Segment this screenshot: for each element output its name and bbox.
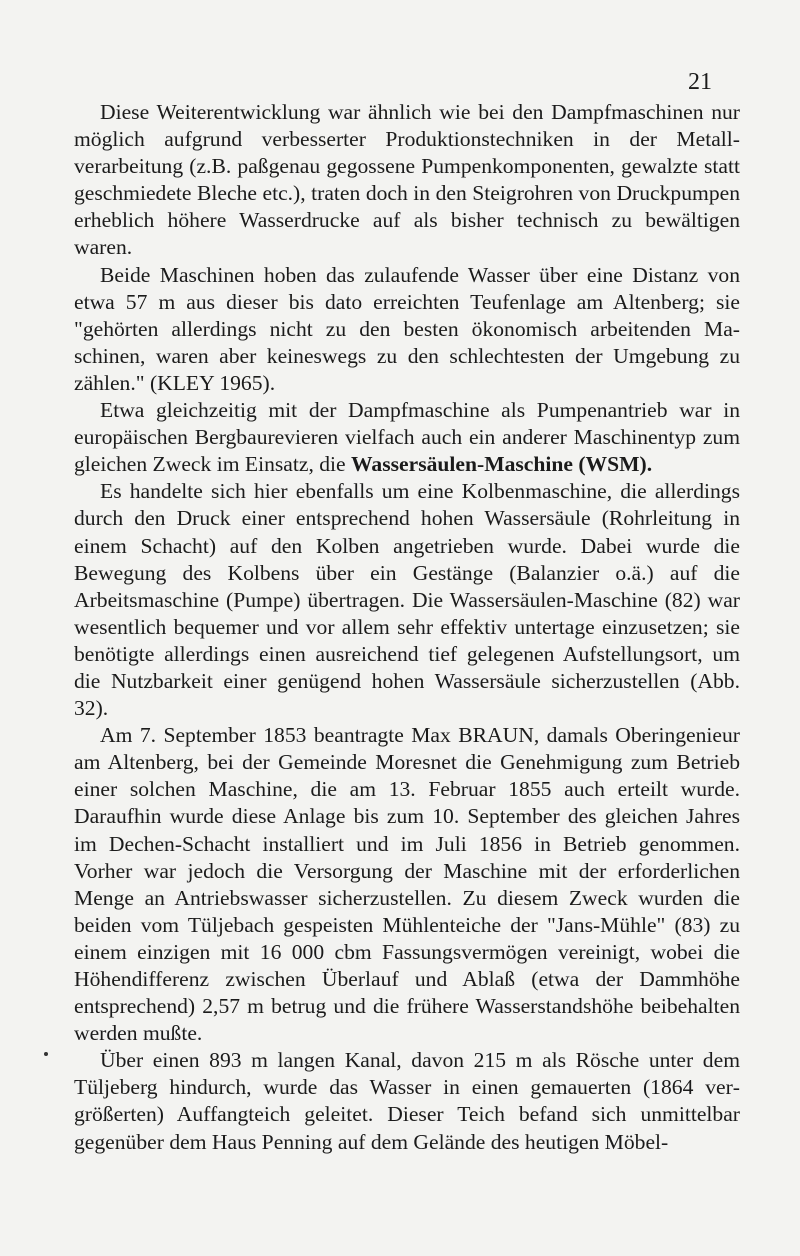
page-number: 21 xyxy=(688,69,712,95)
wsm-term: Wassersäulen-Maschine (WSM). xyxy=(351,452,653,477)
paragraph-3 xyxy=(74,397,740,478)
paragraph-4: Es handelte sich hier ebenfalls um eine Kolbenmaschine, die allerdings durch den Druck einer entsprechend hohen Wassersäule (Rohrleitung in einem Schacht) auf den Kolben angetrieben wurde. Dabei wurde die Bewegung des Kolbens über ein Gestänge (Balanzier o.ä.) auf die Arbeitsmaschine (Pumpe) übertragen. Die Wassersäulen-Maschine (82) war wesentlich bequemer und vor allem sehr effektiv untertage einzusetzen; sie benötigte allerdings einen ausreichend tief gelegenen Aufstellungsort, um die Nutzbarkeit einer genügend hohen Wassersäule sicherzustellen (Abb. 32). xyxy=(74,479,740,721)
paragraph-2: Beide Maschinen hoben das zulaufende Wasser über eine Distanz von etwa 57 m aus dieser bis dato erreichten Teufenlage am Altenberg; sie "gehörten allerdings nicht zu den besten ökonomisch arbeitenden Maschinen, waren aber keineswegs zu den schlechtesten der Umgebung zu zählen." (KLEY 1965). xyxy=(74,262,740,395)
body-text xyxy=(74,99,740,1156)
paragraph-6: Über einen 893 m langen Kanal, davon 215 m als Rösche unter dem Tüljeberg hindurch, wurde das Wasser in einen gemauerten (1864 vergrößerten) Auffangteich geleitet. Dieser Teich befand sich unmittelbar gegenüber dem Haus Penning auf dem Gelände des heutigen Möbel- xyxy=(74,1048,740,1154)
paragraph-1: Diese Weiterentwicklung war ähnlich wie bei den Dampfmaschinen nur möglich aufgrund verbesserter Produktionstechniken in der Metallverarbeitung (z.B. paßgenau gegossene Pumpenkomponenten, gewalzte statt geschmiedete Bleche etc.), traten doch in den Steigrohren von Druckpumpen erheblich höhere Wasserdrucke auf als bisher technisch zu bewältigen waren. xyxy=(74,100,740,260)
paragraph-5: Am 7. September 1853 beantragte Max BRAUN, damals Oberingenieur am Altenberg, bei der Gemeinde Moresnet die Genehmigung zum Betrieb einer solchen Maschine, die am 13. Februar 1855 auch erteilt wurde. Daraufhin wurde diese Anlage bis zum 10. September des gleichen Jahres im Dechen-Schacht installiert und im Juli 1856 in Betrieb genommen. Vorher war jedoch die Versorgung der Maschine mit der erforderlichen Menge an Antriebswasser sicherzustellen. Zu diesem Zweck wurden die beiden vom Tüljebach gespeisten Mühlenteiche der "Jans-Mühle" (83) zu einem einzigen mit 16 000 cbm Fassungsvermögen vereinigt, wobei die Höhendifferenz zwischen Überlauf und Ablaß (etwa der Dammhöhe entsprechend) 2,57 m betrug und die frühere Wasserstandshöhe beibehalten werden mußte. xyxy=(74,723,740,1046)
paragraph-3-text: Etwa gleichzeitig mit der Dampfmaschine als Pumpenantrieb war in europäischen Bergbaurevieren vielfach auch ein anderer Maschinentyp zum gleichen Zweck im Einsatz, die xyxy=(74,398,740,477)
margin-mark xyxy=(44,1052,48,1056)
